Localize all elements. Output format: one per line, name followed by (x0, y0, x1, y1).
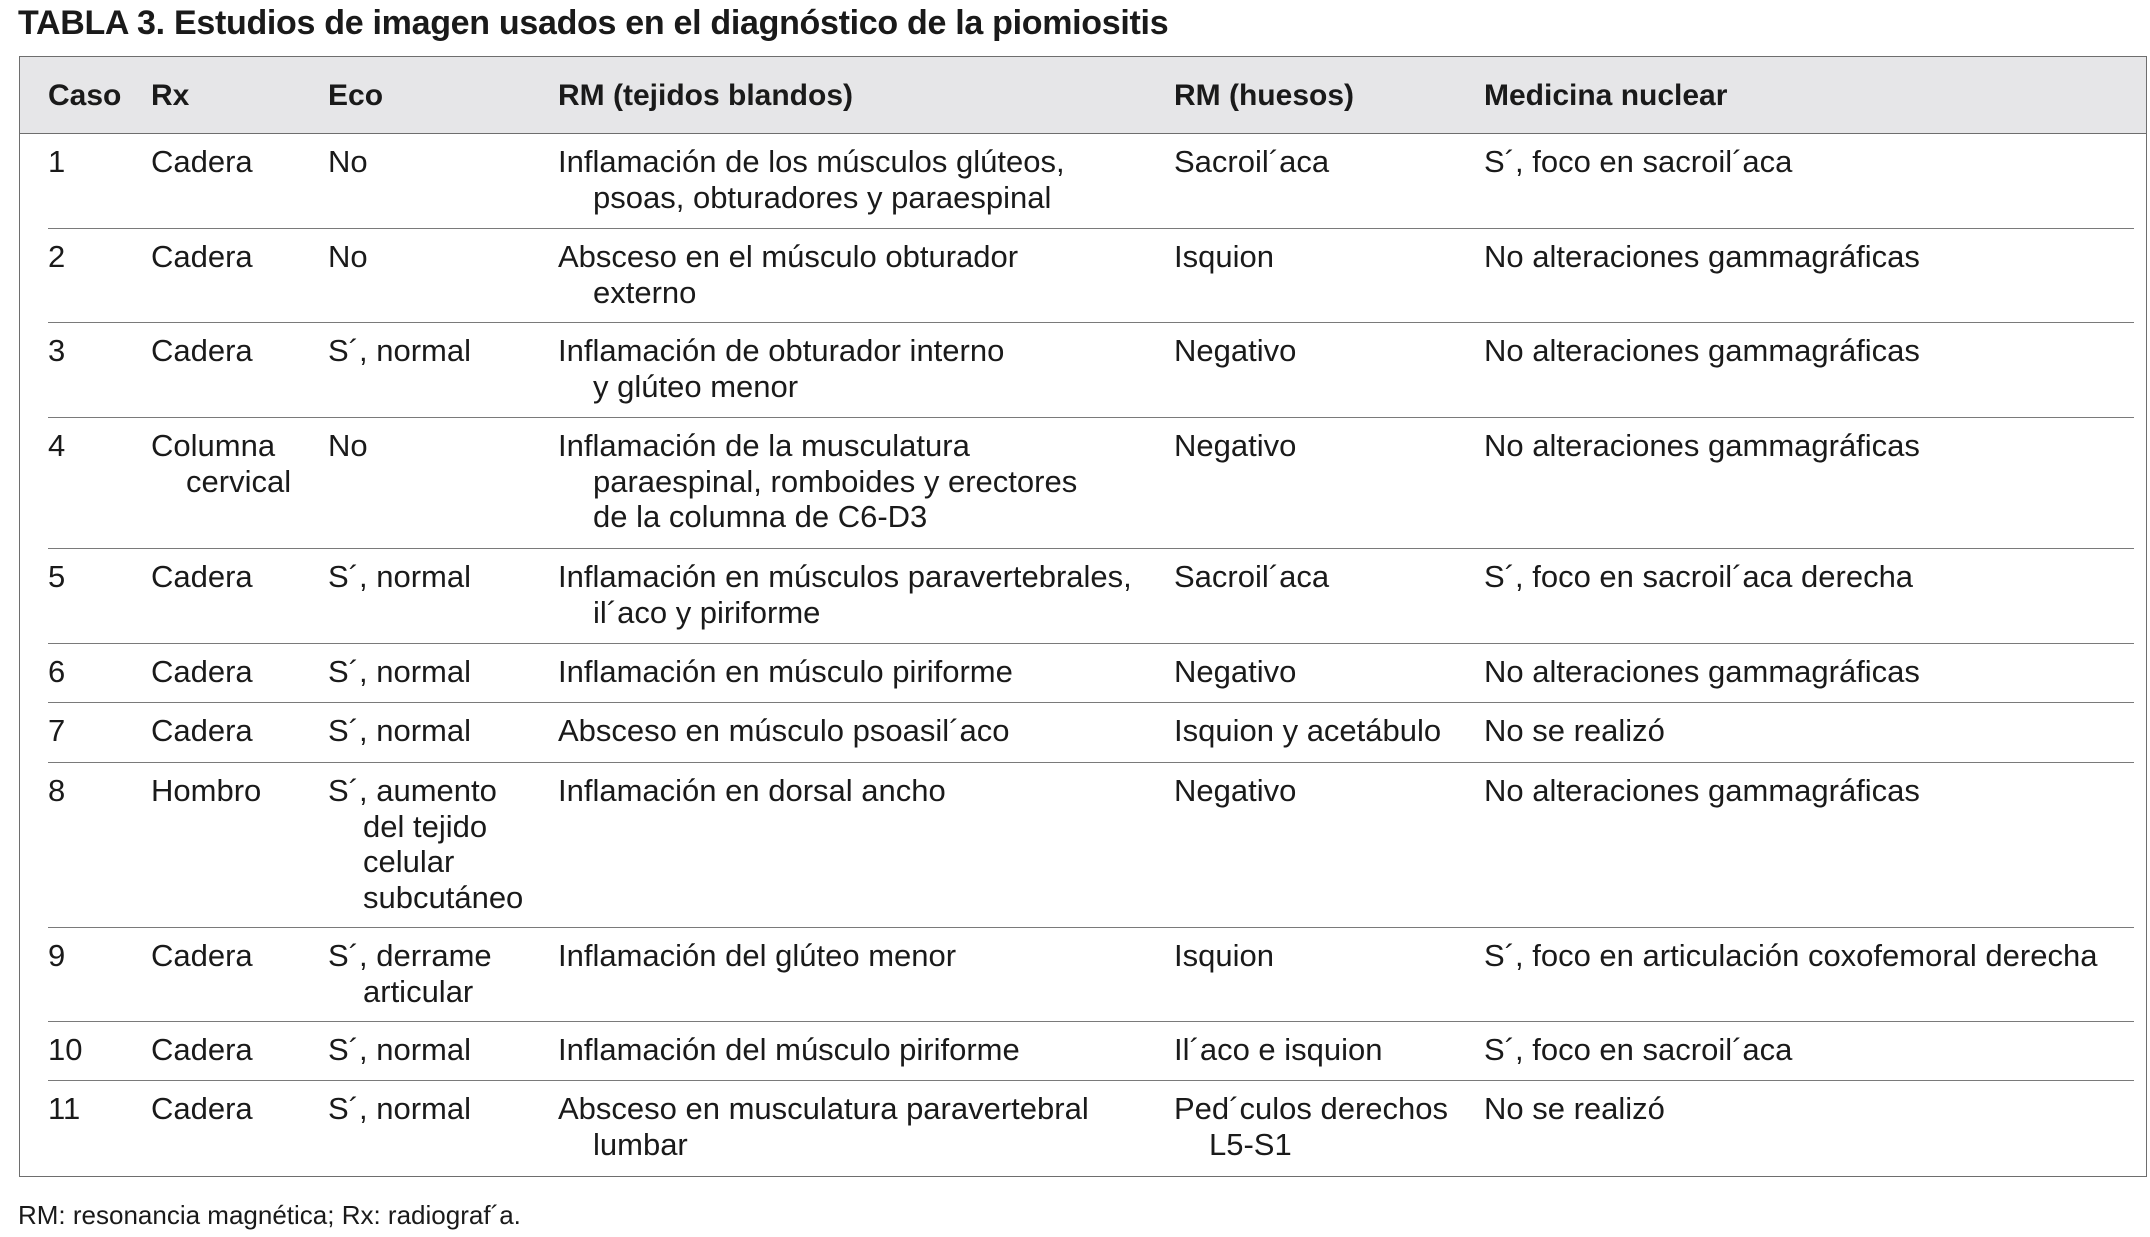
cell-medicina-nuclear (1484, 713, 1665, 749)
table-row (48, 763, 2134, 928)
cell-rx (151, 428, 291, 499)
cell-line: S´, normal (328, 654, 471, 689)
cell-rx (151, 144, 253, 180)
cell-caso: 8 (48, 773, 66, 808)
cell-rx (151, 559, 253, 595)
cell-medicina-nuclear (1484, 773, 1920, 809)
cell-line: Absceso en musculatura paravertebral (558, 1091, 1089, 1126)
cell-line: Cadera (151, 1091, 253, 1126)
cell-line: Inflamación de la musculatura (558, 428, 970, 463)
table-footnote: RM: resonancia magnética; Rx: radiograf´a. (18, 1200, 521, 1230)
cell-rx (151, 713, 253, 749)
cell-rx (151, 1032, 253, 1068)
cell-line: Inflamación en músculo piriforme (558, 654, 1013, 689)
cell-line: S´, derrame (328, 938, 492, 973)
table-row (48, 1022, 2134, 1081)
cell-line: No se realizó (1484, 1091, 1665, 1126)
cell-line: Ped´culos derechos (1174, 1091, 1448, 1126)
cell-eco (328, 773, 523, 915)
cell-rm-tejidos (558, 239, 1018, 310)
header-rm-tejidos: RM (tejidos blandos) (558, 79, 853, 112)
cell-line: No alteraciones gammagráficas (1484, 239, 1920, 274)
table-row (48, 928, 2134, 1022)
table-row (48, 134, 2134, 229)
cell-eco (328, 239, 368, 275)
cell-line: No alteraciones gammagráficas (1484, 654, 1920, 689)
cell-line: Sacroil´aca (1174, 144, 1330, 179)
cell-caso: 11 (48, 1091, 81, 1126)
cell-line: S´, foco en articulación coxofemoral derecha (1484, 938, 2098, 973)
cell-line: il´aco y piriforme (593, 594, 821, 630)
cell-eco (328, 713, 471, 749)
cell-caso: 4 (48, 428, 66, 463)
cell-line: Sacroil´aca (1174, 559, 1330, 594)
cell-line: No (328, 239, 368, 274)
cell-medicina-nuclear (1484, 239, 1920, 275)
table-header (20, 57, 2146, 134)
cell-caso: 2 (48, 239, 66, 274)
cell-eco (328, 428, 368, 464)
cell-line: No alteraciones gammagráficas (1484, 428, 1920, 463)
cell-eco (328, 1032, 471, 1068)
cell-caso: 5 (48, 559, 66, 594)
cell-medicina-nuclear (1484, 1091, 1665, 1127)
cell-rm-tejidos (558, 333, 1004, 404)
header-rx: Rx (151, 79, 190, 112)
cell-line: Columna (151, 428, 276, 463)
cell-rm-huesos (1174, 938, 1274, 974)
cell-line: Negativo (1174, 333, 1297, 368)
cell-rm-huesos (1174, 713, 1441, 749)
cell-line: No (328, 144, 368, 179)
cell-line: S´, normal (328, 559, 471, 594)
cell-line: Isquion (1174, 938, 1274, 973)
cell-rm-tejidos (558, 559, 1132, 630)
cell-line: celular (363, 844, 455, 879)
cell-line: paraespinal, romboides y erectores (593, 463, 1078, 499)
cell-line: lumbar (593, 1126, 688, 1162)
cell-line: Cadera (151, 938, 253, 973)
cell-line: L5-S1 (1209, 1126, 1292, 1162)
cell-line: Cadera (151, 559, 253, 594)
header-medicina-nuclear: Medicina nuclear (1484, 79, 1728, 112)
cell-rm-tejidos (558, 654, 1013, 690)
cell-line: S´, aumento (328, 773, 497, 808)
cell-line: externo (593, 274, 697, 310)
cell-line: y glúteo menor (593, 368, 799, 404)
cell-line: S´, normal (328, 333, 471, 368)
cell-eco (328, 1091, 471, 1127)
cell-rm-huesos (1174, 654, 1296, 690)
cell-line: S´, foco en sacroil´aca derecha (1484, 559, 1914, 594)
cell-medicina-nuclear (1484, 333, 1920, 369)
cell-line: cervical (186, 463, 292, 499)
cell-line: Hombro (151, 773, 262, 808)
table-row (48, 1081, 2134, 1176)
cell-line: Cadera (151, 713, 253, 748)
cell-line: S´, foco en sacroil´aca (1484, 1032, 1793, 1067)
cell-eco (328, 938, 492, 1009)
cell-line: S´, normal (328, 1091, 471, 1126)
cell-rm-huesos (1174, 1032, 1383, 1068)
cell-rm-tejidos (558, 1091, 1089, 1162)
cell-rm-huesos (1174, 773, 1296, 809)
cell-line: No se realizó (1484, 713, 1665, 748)
cell-caso: 6 (48, 654, 66, 689)
header-caso: Caso (48, 79, 122, 112)
cell-line: Cadera (151, 239, 253, 274)
cell-line: Inflamación de obturador interno (558, 333, 1005, 368)
cell-line: Isquion y acetábulo (1174, 713, 1442, 748)
cell-medicina-nuclear (1484, 144, 1792, 180)
cell-line: Negativo (1174, 428, 1297, 463)
cell-rx (151, 773, 261, 809)
cell-caso: 10 (48, 1032, 83, 1067)
table-row (48, 549, 2134, 644)
cell-line: Inflamación en músculos paravertebrales, (558, 559, 1132, 594)
cell-rm-tejidos (558, 428, 1077, 535)
cell-eco (328, 333, 471, 369)
cell-eco (328, 559, 471, 595)
cell-rm-huesos (1174, 428, 1296, 464)
cell-medicina-nuclear (1484, 559, 1913, 595)
cell-line: Cadera (151, 144, 253, 179)
cell-line: Negativo (1174, 654, 1297, 689)
cell-rx (151, 239, 253, 275)
cell-line: Isquion (1174, 239, 1274, 274)
cell-line: Cadera (151, 654, 253, 689)
cell-caso: 9 (48, 938, 66, 973)
cell-rm-tejidos (558, 1032, 1020, 1068)
cell-rm-huesos (1174, 239, 1274, 275)
cell-line: del tejido (363, 808, 488, 844)
cell-line: Inflamación del glúteo menor (558, 938, 957, 973)
cell-rm-huesos (1174, 333, 1296, 369)
cell-rx (151, 938, 253, 974)
cell-caso: 7 (48, 713, 66, 748)
cell-line: Cadera (151, 333, 253, 368)
cell-rm-tejidos (558, 773, 946, 809)
cell-line: articular (363, 973, 474, 1009)
table-title: TABLA 3. Estudios de imagen usados en el diagnóstico de la piomiositis (18, 4, 1169, 42)
table-row (48, 323, 2134, 418)
header-eco: Eco (328, 79, 384, 112)
cell-line: S´, foco en sacroil´aca (1484, 144, 1793, 179)
cell-caso: 3 (48, 333, 66, 368)
cell-rx (151, 654, 253, 690)
cell-rm-huesos (1174, 144, 1329, 180)
cell-line: Absceso en el músculo obturador (558, 239, 1019, 274)
cell-line: psoas, obturadores y paraespinal (593, 179, 1052, 215)
data-table (19, 56, 2147, 1177)
header-rm-huesos: RM (huesos) (1174, 79, 1354, 112)
cell-line: Cadera (151, 1032, 253, 1067)
cell-medicina-nuclear (1484, 1032, 1792, 1068)
cell-rx (151, 333, 253, 369)
cell-rm-tejidos (558, 144, 1065, 215)
cell-rm-tejidos (558, 713, 1009, 749)
cell-line: Il´aco e isquion (1174, 1032, 1383, 1067)
cell-caso: 1 (48, 144, 66, 179)
cell-line: subcutáneo (363, 879, 524, 915)
cell-medicina-nuclear (1484, 428, 1920, 464)
table-row (48, 703, 2134, 763)
cell-line: Inflamación de los músculos glúteos, (558, 144, 1065, 179)
cell-line: Inflamación en dorsal ancho (558, 773, 946, 808)
cell-rm-huesos (1174, 1091, 1448, 1162)
cell-line: S´, normal (328, 713, 471, 748)
cell-line: S´, normal (328, 1032, 471, 1067)
cell-rm-huesos (1174, 559, 1329, 595)
table-row (48, 229, 2134, 323)
table-row (48, 644, 2134, 703)
table-row (48, 418, 2134, 549)
cell-line: de la columna de C6-D3 (593, 499, 928, 534)
cell-medicina-nuclear (1484, 654, 1920, 690)
cell-line: No alteraciones gammagráficas (1484, 773, 1920, 808)
cell-line: Absceso en músculo psoasil´aco (558, 713, 1010, 748)
cell-line: Negativo (1174, 773, 1297, 808)
cell-line: No alteraciones gammagráficas (1484, 333, 1920, 368)
cell-line: No (328, 428, 368, 463)
cell-rm-tejidos (558, 938, 956, 974)
cell-eco (328, 144, 368, 180)
cell-line: Inflamación del músculo piriforme (558, 1032, 1020, 1067)
cell-eco (328, 654, 471, 690)
cell-rx (151, 1091, 253, 1127)
cell-medicina-nuclear (1484, 938, 2097, 974)
